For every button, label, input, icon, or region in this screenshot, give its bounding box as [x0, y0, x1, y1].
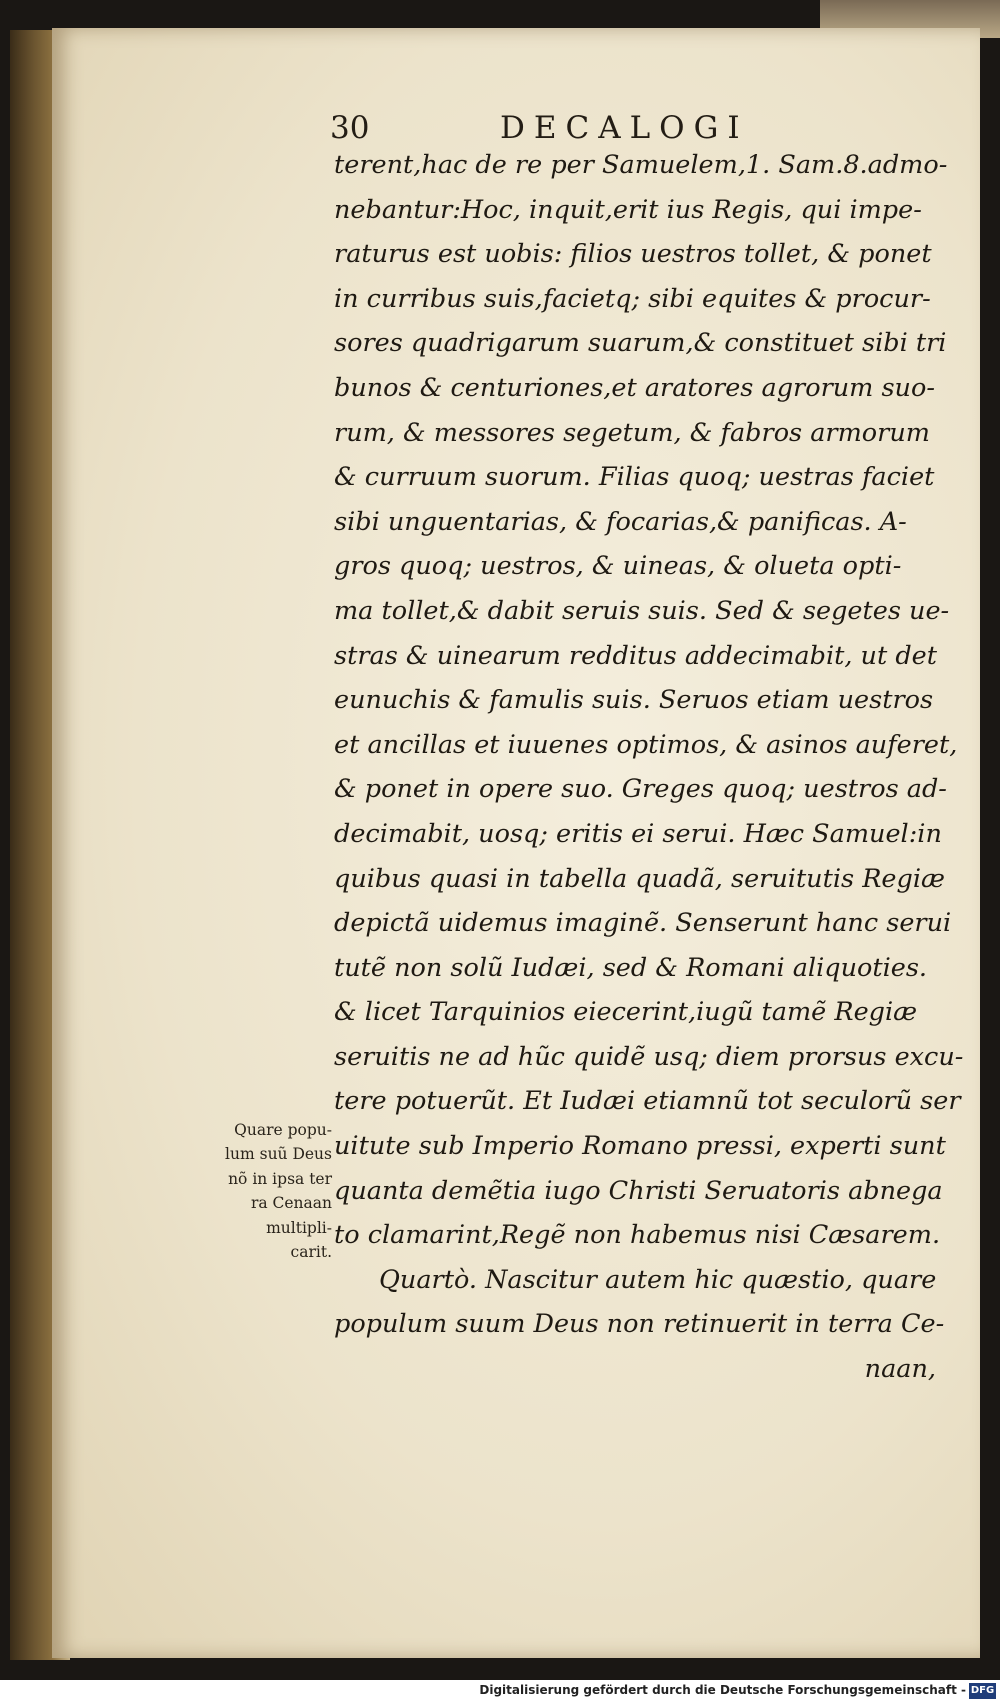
margin-note-line: multipli-	[266, 1218, 332, 1237]
page-number: 30	[330, 110, 370, 146]
margin-note-line: carit.	[290, 1242, 332, 1261]
text-line: depictã uidemus imaginẽ. Senserunt hanc serui	[334, 908, 952, 939]
text-line: tutẽ non solũ Iudæi, sed & Romani aliquoties.	[334, 952, 928, 983]
catchword-line: naan,	[864, 1354, 936, 1385]
body-text	[334, 143, 964, 1392]
digitization-footer	[0, 1680, 1000, 1702]
text-line: to clamarint,Regẽ non habemus nisi Cæsarem.	[334, 1220, 941, 1251]
text-line: terent,hac de re per Samuelem,1. Sam.8.admo-	[334, 150, 948, 180]
text-line: in curribus suis,facietq; sibi equites & procur-	[334, 283, 931, 314]
running-head: DECALOGI	[500, 110, 749, 146]
text-line: sores quadrigarum suarum,& constituet sibi tri	[334, 328, 947, 359]
text-line: tere potuerũt. Et Iudæi etiamnũ tot seculorũ ser	[334, 1086, 961, 1117]
text-line: & ponet in opere suo. Greges quoq; uestros ad-	[334, 774, 947, 805]
text-line: bunos & centuriones,et aratores agrorum suo-	[334, 372, 935, 403]
dfg-logo: DFG	[969, 1683, 996, 1699]
text-line: raturus est uobis: filios uestros tollet, & ponet	[334, 239, 932, 270]
text-line: quibus quasi in tabella quadã, seruitutis Regiæ	[334, 863, 945, 894]
margin-note-line: lum suũ Deus	[225, 1145, 332, 1164]
margin-note-line: Quare popu-	[234, 1121, 332, 1139]
text-line: sibi unguentarias, & focarias,& panificas. A-	[334, 506, 907, 537]
text-line: seruitis ne ad hũc quidẽ usq; diem prorsus excu-	[334, 1041, 964, 1072]
text-line: gros quoq; uestros, & uineas, & olueta opti-	[334, 551, 902, 582]
text-line: stras & uinearum redditus addecimabit, ut det	[334, 640, 937, 671]
paragraph-start-line: Quartò. Nascitur autem hic quæstio, quare	[379, 1264, 937, 1295]
margin-note-line: ra Cenaan	[250, 1194, 332, 1213]
text-line: quanta demẽtia iugo Christi Seruatoris abnega	[334, 1175, 943, 1206]
text-line: et ancillas et iuuenes optimos, & asinos auferet,	[334, 729, 958, 760]
text-line: rum, & messores segetum, & fabros armorum	[334, 417, 930, 448]
text-line: nebantur:Hoc, inquit,erit ius Regis, qui impe-	[334, 194, 922, 225]
margin-note	[168, 1118, 332, 1264]
margin-note-line: nõ in ipsa ter	[228, 1169, 332, 1188]
text-line: & curruum suorum. Filias quoq; uestras faciet	[334, 462, 935, 493]
text-line: populum suum Deus non retinuerit in terra Ce-	[334, 1309, 945, 1340]
text-line: uitute sub Imperio Romano pressi, experti sunt	[334, 1131, 946, 1162]
text-line: ma tollet,& dabit seruis suis. Sed & segetes ue-	[334, 595, 950, 626]
text-line: eunuchis & famulis suis. Seruos etiam uestros	[334, 685, 934, 716]
text-line: decimabit, uosq; eritis ei serui. Hæc Samuel:in	[334, 818, 942, 849]
text-line: & licet Tarquinios eiecerint,iugũ tamẽ Regiæ	[334, 997, 918, 1028]
funding-credit: Digitalisierung gefördert durch die Deutsche Forschungsgemeinschaft -	[479, 1683, 966, 1697]
